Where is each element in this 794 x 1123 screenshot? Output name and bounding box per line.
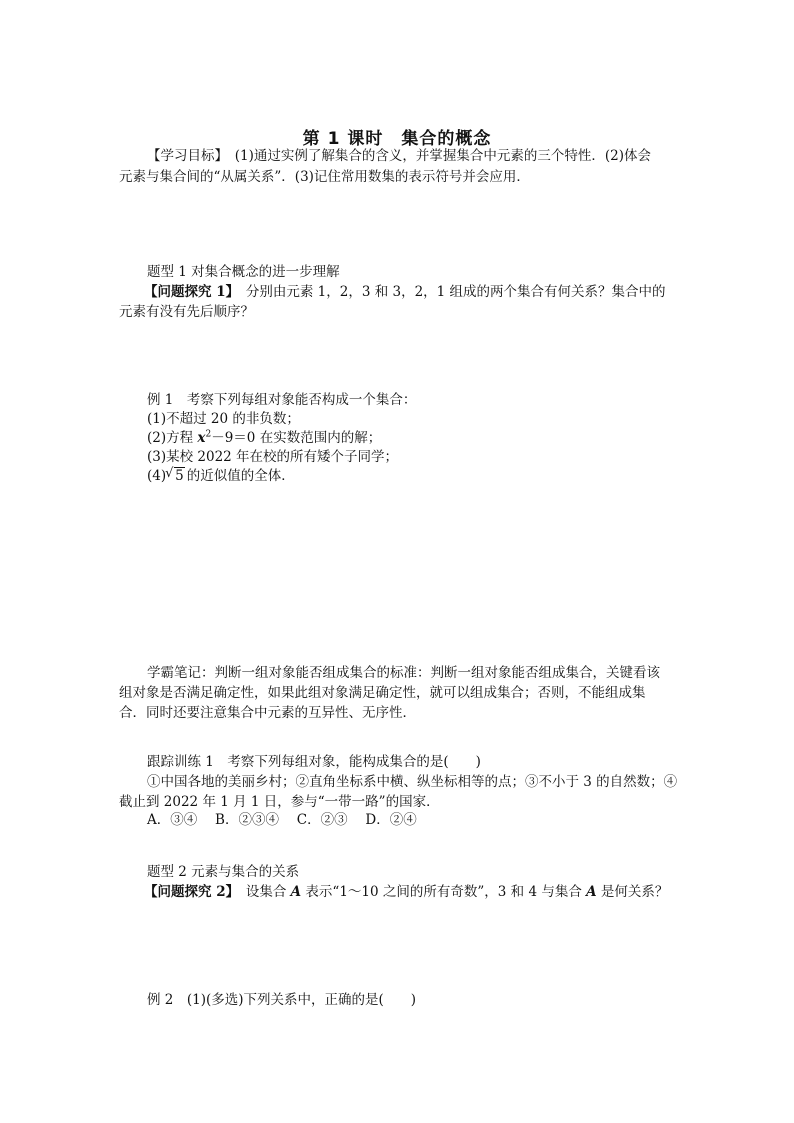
practice1-options: A．③④ B．②③④ C．②③ D．②④ [147,812,417,828]
goals-line-2: 元素与集合间的“从属关系”．(3)记住常用数集的表示符号并会应用． [119,169,530,185]
square-root-sign [166,466,185,486]
practice1-line-2: 截止到 2022 年 1 月 1 日，参与“一带一路”的国家． [119,794,440,810]
type2-inquiry-end: 是何关系？ [596,884,669,900]
goals-label: 【学习目标】 [147,148,222,164]
notes-line-1: 学霸笔记：判断一组对象能否组成集合的标准：判断一组对象能否组成集合，关键看该 [147,665,660,681]
type2-inquiry [144,882,668,902]
example1-item-2-prefix: (2)方程 [147,430,198,446]
equation-variable: x [197,430,206,446]
radicand: 5 [175,468,184,484]
example1-item-4-suffix: 的近似值的全体． [186,468,295,484]
example1-intro: 例 1 考察下列每组对象能否构成一个集合： [147,392,417,408]
type1-inquiry-line-2: 元素有没有先后顺序？ [119,304,254,320]
example2-intro: 例 2 (1)(多选)下列关系中，正确的是( ) [147,992,417,1008]
example1-item-2 [147,428,381,448]
set-variable: A [586,884,597,900]
type2-inquiry-pre: 设集合 [232,884,291,900]
type1-inquiry-label: 【问题探究 1】 [144,284,233,300]
goals-line-1 [147,146,651,166]
type2-heading: 题型 2 元素与集合的关系 [147,864,300,880]
notes-line-3: 合．同时还要注意集合中元素的互异性、无序性． [119,705,416,721]
type1-heading: 题型 1 对集合概念的进一步理解 [147,264,340,280]
type1-inquiry-line-1 [144,282,666,302]
practice1-intro: 跟踪训练 1 考察下列每组对象，能构成集合的是( ) [147,754,481,770]
example1-item-2-suffix: －9＝0 在实数范围内的解； [211,430,382,446]
notes-line-2: 组对象是否满足确定性，如果此组对象满足确定性，就可以组成集合；否则，不能组成集 [119,685,646,701]
set-variable: A [290,884,302,900]
example1-item-4-prefix: (4) [147,468,167,484]
page-title: 第 1 课时 集合的概念 [302,129,492,149]
example1-item-1: (1)不超过 20 的非负数； [147,411,300,427]
type2-inquiry-label: 【问题探究 2】 [144,884,233,900]
practice1-line-1: ①中国各地的美丽乡村；②直角坐标系中横、纵坐标相等的点；③不小于 3 的自然数；④ [147,774,678,790]
example1-item-3: (3)某校 2022 年在校的所有矮个子同学； [147,449,399,465]
goals-text-1: (1)通过实例了解集合的含义，并掌握集合中元素的三个特性．(2)体会 [221,148,651,164]
equation-exponent: 2 [205,429,212,440]
example1-item-4 [147,466,295,486]
type2-inquiry-mid: 表示“1～10 之间的所有奇数”，3 和 4 与集合 [301,884,587,900]
type1-inquiry-text: 分别由元素 1，2，3 和 3，2，1 组成的两个集合有何关系？集合中的 [232,284,666,300]
